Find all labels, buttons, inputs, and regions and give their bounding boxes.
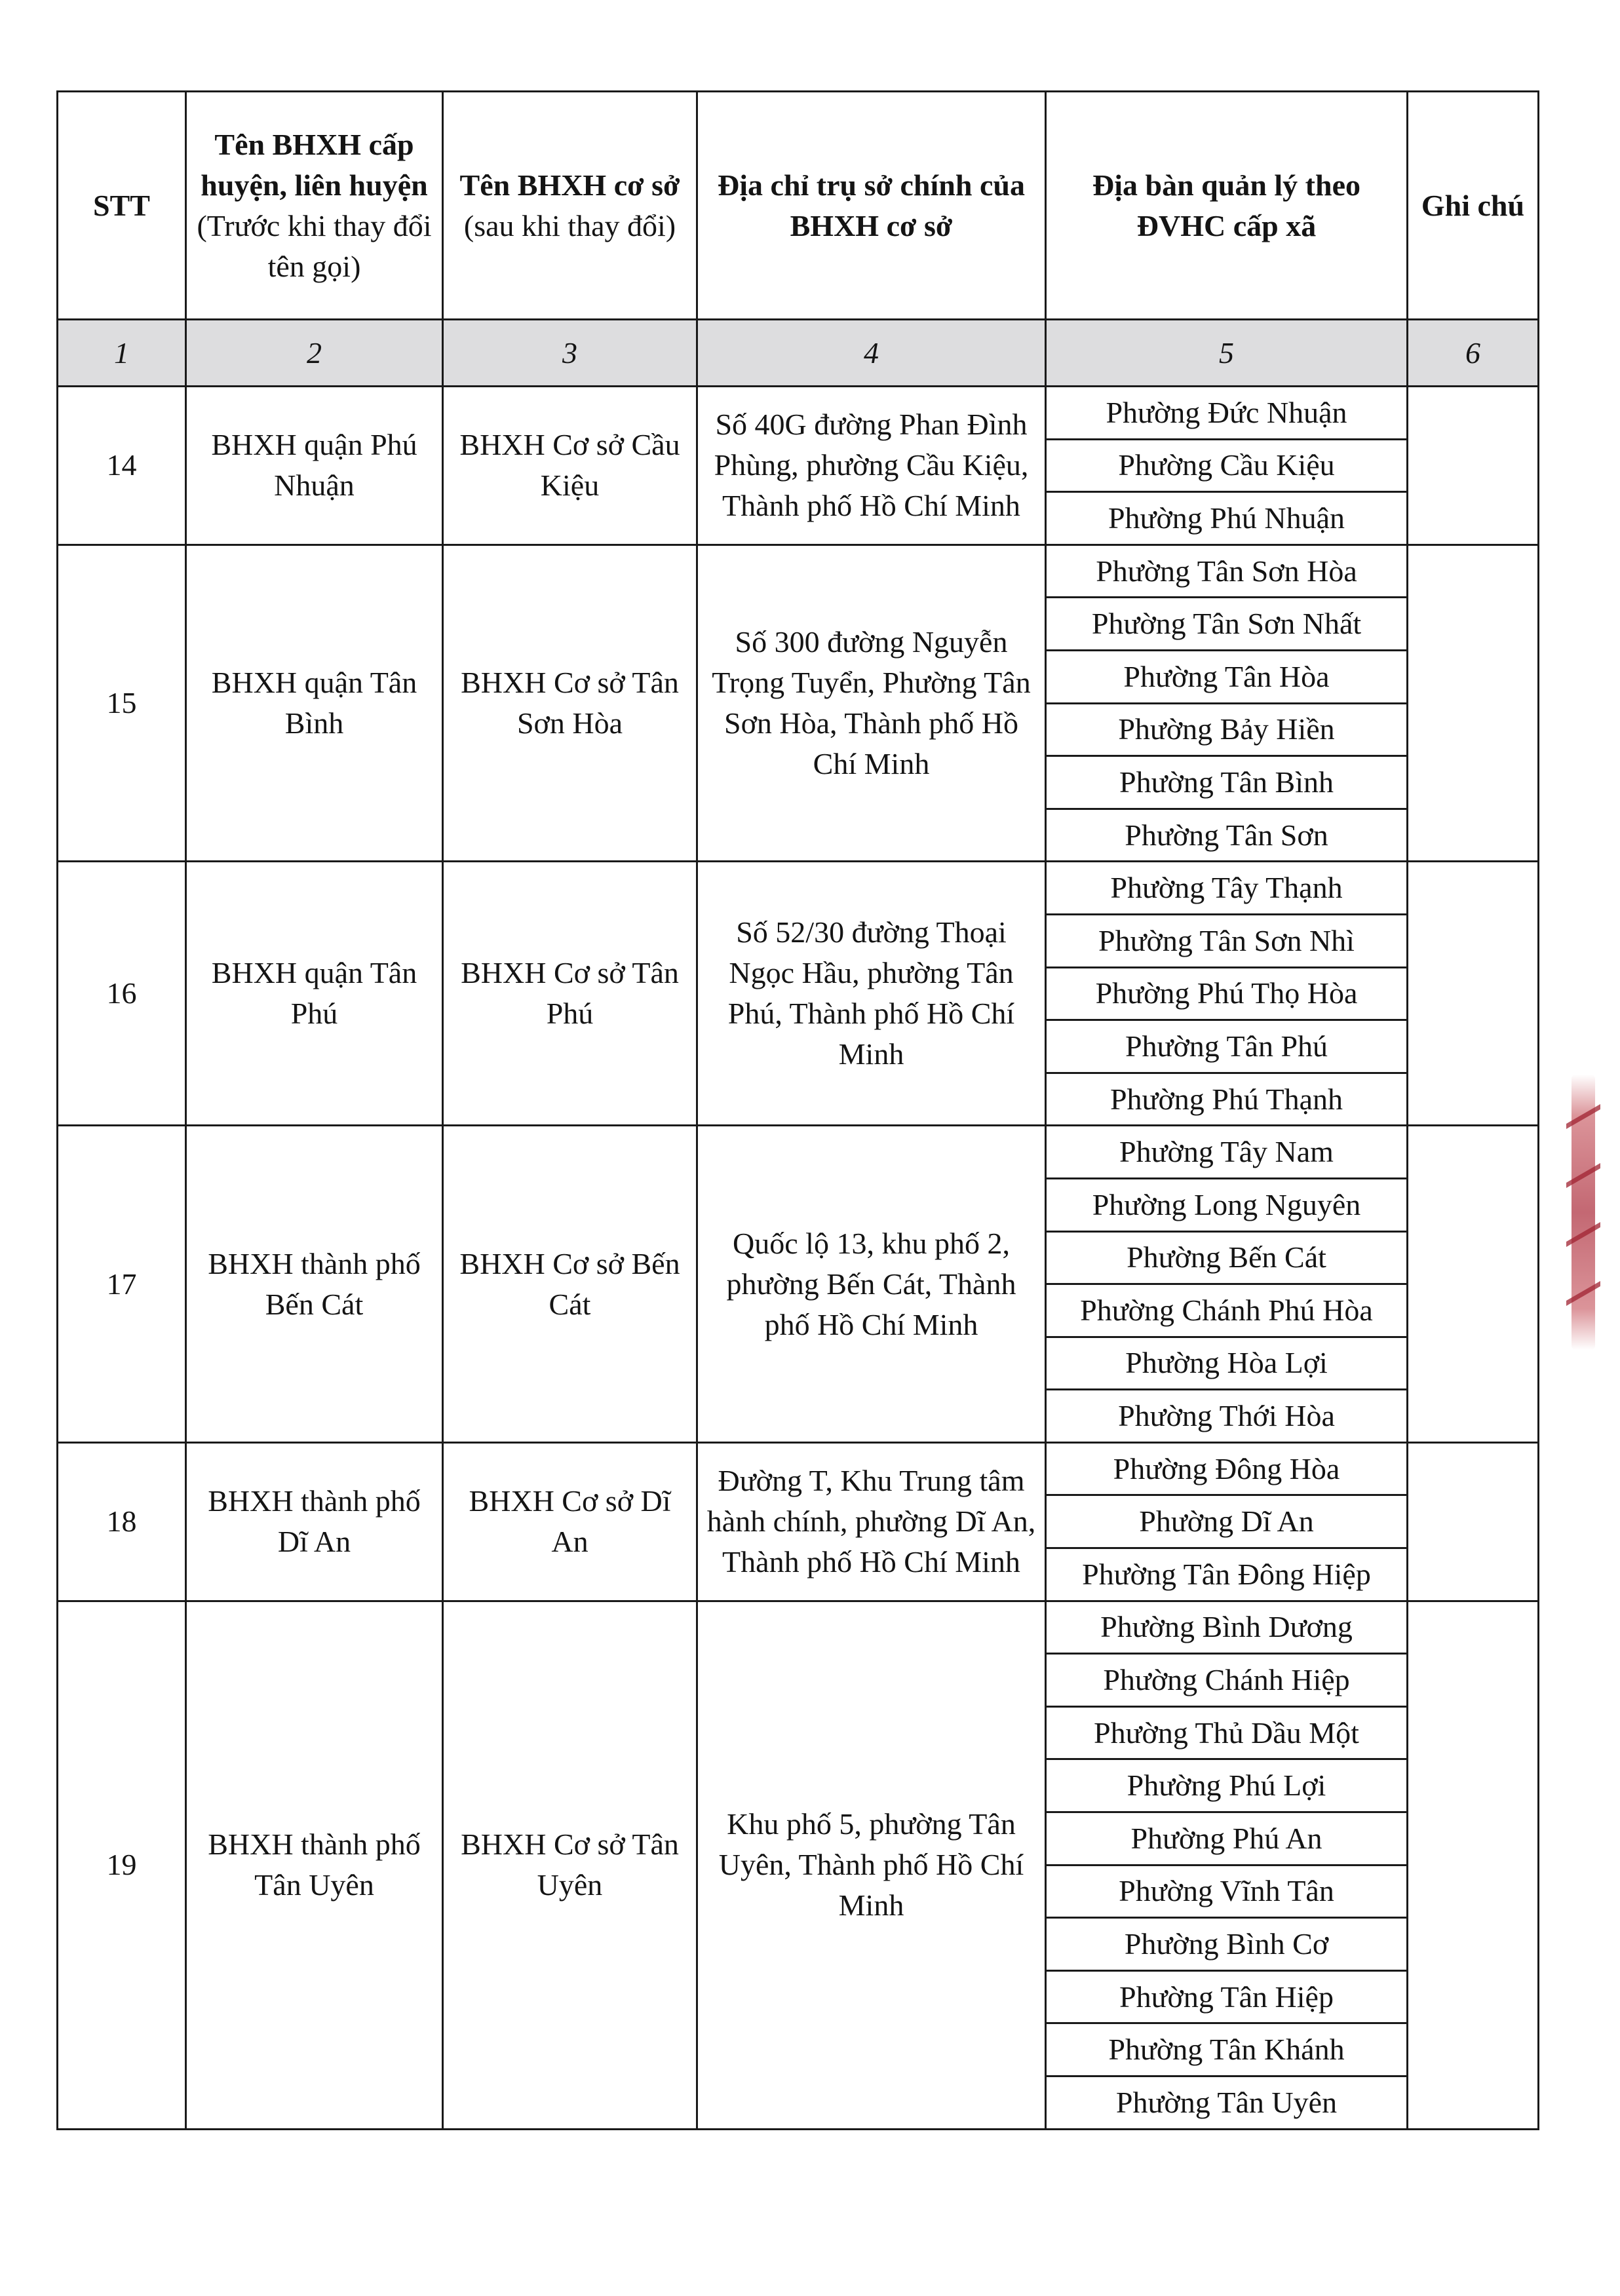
note-cell	[1408, 1601, 1539, 2129]
note-cell	[1408, 1442, 1539, 1601]
header-note: Ghi chú	[1408, 92, 1539, 320]
old-name-cell-text: BHXH quận Tân Phú	[211, 956, 417, 1031]
old-name-cell	[186, 1601, 443, 2129]
table-row	[58, 1442, 1539, 1495]
ward-cell: Phường Tây Thạnh	[1046, 862, 1408, 915]
ward-cell: Phường Tây Nam	[1046, 1126, 1408, 1179]
header-wards: Địa bàn quản lý theo ĐVHC cấp xã	[1046, 92, 1408, 320]
ward-cell: Phường Phú An	[1046, 1812, 1408, 1866]
ward-cell: Phường Tân Đông Hiệp	[1046, 1548, 1408, 1601]
stt-cell	[58, 1126, 186, 1443]
table-row	[58, 387, 1539, 440]
header-address: Địa chỉ trụ sở chính của BHXH cơ sở	[697, 92, 1046, 320]
stt-cell-text: 15	[106, 686, 137, 720]
address-cell	[697, 545, 1046, 862]
column-number: 1	[58, 320, 186, 387]
ward-cell: Phường Tân Sơn Nhì	[1046, 914, 1408, 967]
ward-cell: Phường Cầu Kiệu	[1046, 439, 1408, 492]
new-name-cell-text: BHXH Cơ sở Tân Uyên	[461, 1827, 679, 1902]
note-cell	[1408, 545, 1539, 862]
ward-cell: Phường Tân Phú	[1046, 1020, 1408, 1073]
ward-cell: Phường Tân Uyên	[1046, 2076, 1408, 2130]
ward-cell: Phường Tân Bình	[1046, 756, 1408, 809]
ward-cell: Phường Phú Nhuận	[1046, 492, 1408, 545]
ward-cell: Phường Bến Cát	[1046, 1231, 1408, 1284]
new-name-cell	[443, 862, 697, 1126]
admin-units-table	[56, 90, 1539, 2130]
table-body	[58, 387, 1539, 2130]
stt-cell-text: 19	[106, 1848, 137, 1882]
ward-cell: Phường Bình Dương	[1046, 1601, 1408, 1654]
new-name-cell	[443, 1442, 697, 1601]
note-cell	[1408, 387, 1539, 545]
new-name-cell-text: BHXH Cơ sở Bến Cát	[459, 1246, 680, 1321]
ward-cell: Phường Phú Thạnh	[1046, 1073, 1408, 1126]
address-cell	[697, 1126, 1046, 1443]
ward-cell: Phường Thới Hòa	[1046, 1390, 1408, 1443]
new-name-cell	[443, 1126, 697, 1443]
ward-cell: Phường Thủ Dầu Một	[1046, 1706, 1408, 1759]
ward-cell: Phường Tân Hòa	[1046, 650, 1408, 703]
stt-cell-text: 17	[106, 1267, 137, 1301]
column-number: 3	[443, 320, 697, 387]
old-name-cell	[186, 1442, 443, 1601]
table-header	[58, 92, 1539, 387]
ward-cell: Phường Hòa Lợi	[1046, 1337, 1408, 1390]
ward-cell: Phường Phú Lợi	[1046, 1759, 1408, 1812]
ward-cell: Phường Phú Thọ Hòa	[1046, 967, 1408, 1020]
old-name-cell-text: BHXH thành phố Bến Cát	[208, 1246, 421, 1321]
address-cell-text: Số 300 đường Nguyễn Trọng Tuyển, Phường Tân Sơn Hòa, Thành phố Hồ Chí Minh	[712, 625, 1031, 781]
address-cell	[697, 1601, 1046, 2129]
address-cell-text: Số 40G đường Phan Đình Phùng, phường Cầu Kiệu, Thành phố Hồ Chí Minh	[714, 408, 1029, 523]
address-cell-text: Khu phố 5, phường Tân Uyên, Thành phố Hồ Chí Minh	[718, 1807, 1024, 1923]
stt-cell	[58, 1601, 186, 2129]
header-stt: STT	[58, 92, 186, 320]
stt-cell	[58, 1442, 186, 1601]
ward-cell: Phường Tân Sơn	[1046, 809, 1408, 862]
ward-cell: Phường Đông Hòa	[1046, 1442, 1408, 1495]
ward-cell: Phường Tân Sơn Hòa	[1046, 545, 1408, 598]
new-name-cell-text: BHXH Cơ sở Tân Phú	[461, 956, 679, 1031]
ward-cell: Phường Dĩ An	[1046, 1495, 1408, 1548]
old-name-cell-text: BHXH thành phố Tân Uyên	[208, 1827, 421, 1902]
old-name-cell-text: BHXH quận Tân Bình	[211, 666, 417, 740]
column-number: 5	[1046, 320, 1408, 387]
stt-cell	[58, 545, 186, 862]
address-cell	[697, 387, 1046, 545]
header-new-name: Tên BHXH cơ sở (sau khi thay đổi)	[443, 92, 697, 320]
header-row	[58, 92, 1539, 320]
old-name-cell	[186, 862, 443, 1126]
ward-cell: Phường Tân Hiệp	[1046, 1970, 1408, 2023]
address-cell-text: Số 52/30 đường Thoại Ngọc Hầu, phường Tân Phú, Thành phố Hồ Chí Minh	[727, 915, 1015, 1071]
new-name-cell	[443, 545, 697, 862]
note-cell	[1408, 862, 1539, 1126]
table-row	[58, 1601, 1539, 1654]
address-cell-text: Quốc lộ 13, khu phố 2, phường Bến Cát, Thành phố Hồ Chí Minh	[726, 1226, 1016, 1341]
note-cell	[1408, 1126, 1539, 1443]
column-number: 4	[697, 320, 1046, 387]
stt-cell	[58, 387, 186, 545]
stt-cell-text: 14	[106, 448, 137, 482]
new-name-cell-text: BHXH Cơ sở Tân Sơn Hòa	[461, 666, 679, 740]
column-number: 6	[1408, 320, 1539, 387]
new-name-cell	[443, 387, 697, 545]
ward-cell: Phường Bảy Hiền	[1046, 703, 1408, 756]
stt-cell-text: 18	[106, 1504, 137, 1539]
ward-cell: Phường Tân Sơn Nhất	[1046, 598, 1408, 651]
ward-cell: Phường Đức Nhuận	[1046, 387, 1408, 440]
old-name-cell	[186, 545, 443, 862]
old-name-cell	[186, 1126, 443, 1443]
table-row	[58, 862, 1539, 915]
old-name-cell-text: BHXH thành phố Dĩ An	[208, 1484, 421, 1559]
new-name-cell-text: BHXH Cơ sở Dĩ An	[469, 1484, 671, 1559]
address-cell-text: Đường T, Khu Trung tâm hành chính, phường Dĩ An, Thành phố Hồ Chí Minh	[706, 1464, 1036, 1579]
stt-cell-text: 16	[106, 976, 137, 1010]
ward-cell: Phường Vĩnh Tân	[1046, 1865, 1408, 1918]
address-cell	[697, 862, 1046, 1126]
ward-cell: Phường Bình Cơ	[1046, 1918, 1408, 1971]
header-old-name: Tên BHXH cấp huyện, liên huyện (Trước khi thay đổi tên gọi)	[186, 92, 443, 320]
new-name-cell-text: BHXH Cơ sở Cầu Kiệu	[459, 428, 680, 503]
ward-cell: Phường Tân Khánh	[1046, 2023, 1408, 2076]
address-cell	[697, 1442, 1046, 1601]
new-name-cell	[443, 1601, 697, 2129]
column-number-row	[58, 320, 1539, 387]
ward-cell: Phường Chánh Hiệp	[1046, 1654, 1408, 1707]
old-name-cell-text: BHXH quận Phú Nhuận	[211, 428, 417, 503]
table-row	[58, 1126, 1539, 1179]
column-number: 2	[186, 320, 443, 387]
ward-cell: Phường Chánh Phú Hòa	[1046, 1284, 1408, 1337]
ward-cell: Phường Long Nguyên	[1046, 1178, 1408, 1231]
stt-cell	[58, 862, 186, 1126]
table-row	[58, 545, 1539, 598]
old-name-cell	[186, 387, 443, 545]
